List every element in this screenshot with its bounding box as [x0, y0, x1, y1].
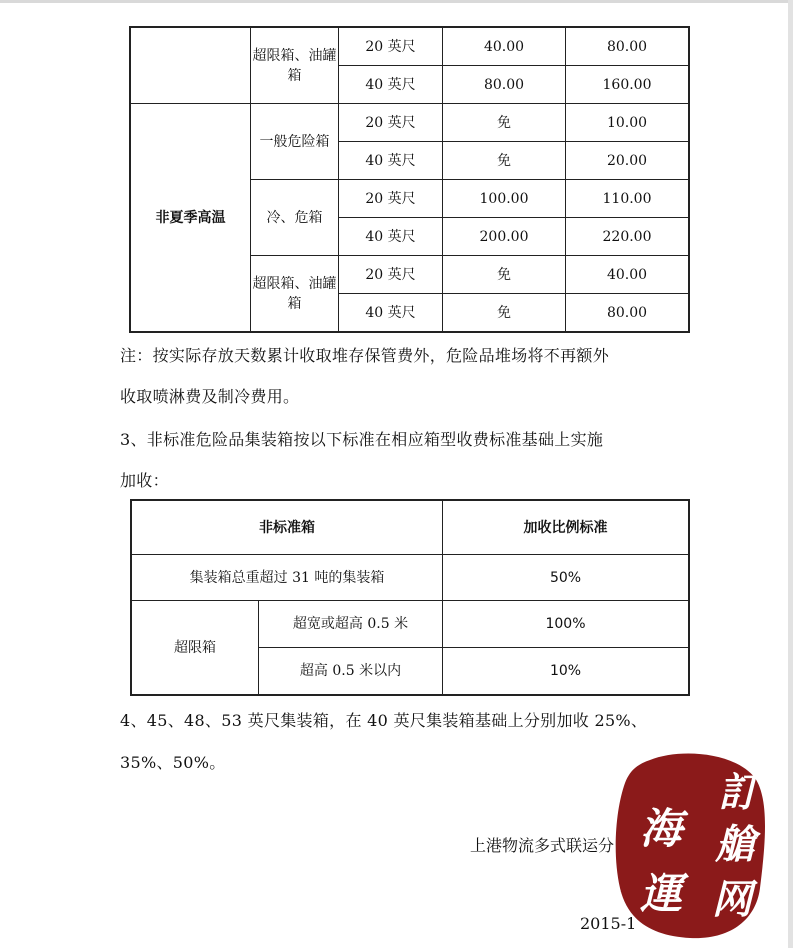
container-type-cell: 超限箱、油罐箱: [251, 28, 339, 104]
stamp-char: 海: [640, 804, 683, 853]
fee-cell: 免: [443, 256, 566, 294]
value-cell: 50%: [443, 555, 689, 601]
fee-cell: 20.00: [566, 142, 689, 180]
sign-date: 2015-1: [580, 914, 637, 933]
season-cell: 非夏季高温: [131, 104, 251, 332]
size-cell: 40 英尺: [339, 66, 443, 104]
label-cell: 超宽或超高 0.5 米: [259, 601, 443, 648]
note-paragraph: 收取喷淋费及制冷费用。: [120, 387, 300, 406]
fee-cell: 10.00: [566, 104, 689, 142]
storage-fee-table: [130, 27, 689, 332]
size-cell: 20 英尺: [339, 28, 443, 66]
stamp-char: 訂: [718, 769, 758, 816]
label-cell: 集装箱总重超过 31 吨的集装箱: [132, 555, 443, 601]
stamp-char: 艙: [715, 821, 755, 868]
fee-cell: 100.00: [443, 180, 566, 218]
size-cell: 20 英尺: [339, 256, 443, 294]
note-paragraph: 注：按实际存放天数累计收取堆存保管费外，危险品堆场将不再额外: [120, 346, 610, 365]
fee-cell: 200.00: [443, 218, 566, 256]
stamp-char: 网: [712, 876, 752, 923]
season-cell-empty: [131, 28, 251, 104]
fee-cell: 220.00: [566, 218, 689, 256]
item-3-paragraph: 3、非标准危险品集装箱按以下标准在相应箱型收费标准基础上实施: [120, 430, 604, 449]
item-3-paragraph: 加收：: [120, 471, 169, 490]
size-cell: 40 英尺: [339, 142, 443, 180]
label-cell: 超限箱: [132, 601, 259, 695]
fee-cell: 80.00: [443, 66, 566, 104]
page-top-edge: [0, 0, 793, 3]
header-cell: 加收比例标准: [443, 501, 689, 555]
label-cell: 超高 0.5 米以内: [259, 648, 443, 695]
surcharge-table: [131, 500, 689, 695]
fee-cell: 80.00: [566, 28, 689, 66]
fee-cell: 160.00: [566, 66, 689, 104]
stamp-watermark-icon: [610, 748, 770, 943]
fee-cell: 免: [443, 294, 566, 332]
stamp-char: 運: [640, 869, 683, 918]
size-cell: 20 英尺: [339, 180, 443, 218]
container-type-cell: 一般危险箱: [251, 104, 339, 180]
header-cell: 非标准箱: [132, 501, 443, 555]
container-type-cell: 冷、危箱: [251, 180, 339, 256]
fee-cell: 40.00: [566, 256, 689, 294]
fee-cell: 免: [443, 104, 566, 142]
signer-name: 上港物流多式联运分: [470, 836, 615, 855]
fee-cell: 110.00: [566, 180, 689, 218]
value-cell: 10%: [443, 648, 689, 695]
item-4-paragraph: 4、45、48、53 英尺集装箱，在 40 英尺集装箱基础上分别加收 25%、: [120, 711, 648, 730]
size-cell: 40 英尺: [339, 218, 443, 256]
fee-cell: 免: [443, 142, 566, 180]
table-row: [132, 555, 689, 601]
item-4-paragraph: 35%、50%。: [120, 753, 226, 772]
size-cell: 40 英尺: [339, 294, 443, 332]
fee-cell: 80.00: [566, 294, 689, 332]
table-header-row: [132, 501, 689, 555]
table-row: [131, 28, 689, 66]
table-row: [131, 104, 689, 142]
fee-cell: 40.00: [443, 28, 566, 66]
value-cell: 100%: [443, 601, 689, 648]
container-type-cell: 超限箱、油罐箱: [251, 256, 339, 332]
size-cell: 20 英尺: [339, 104, 443, 142]
page-right-edge: [788, 0, 793, 948]
table-row: [132, 601, 689, 648]
